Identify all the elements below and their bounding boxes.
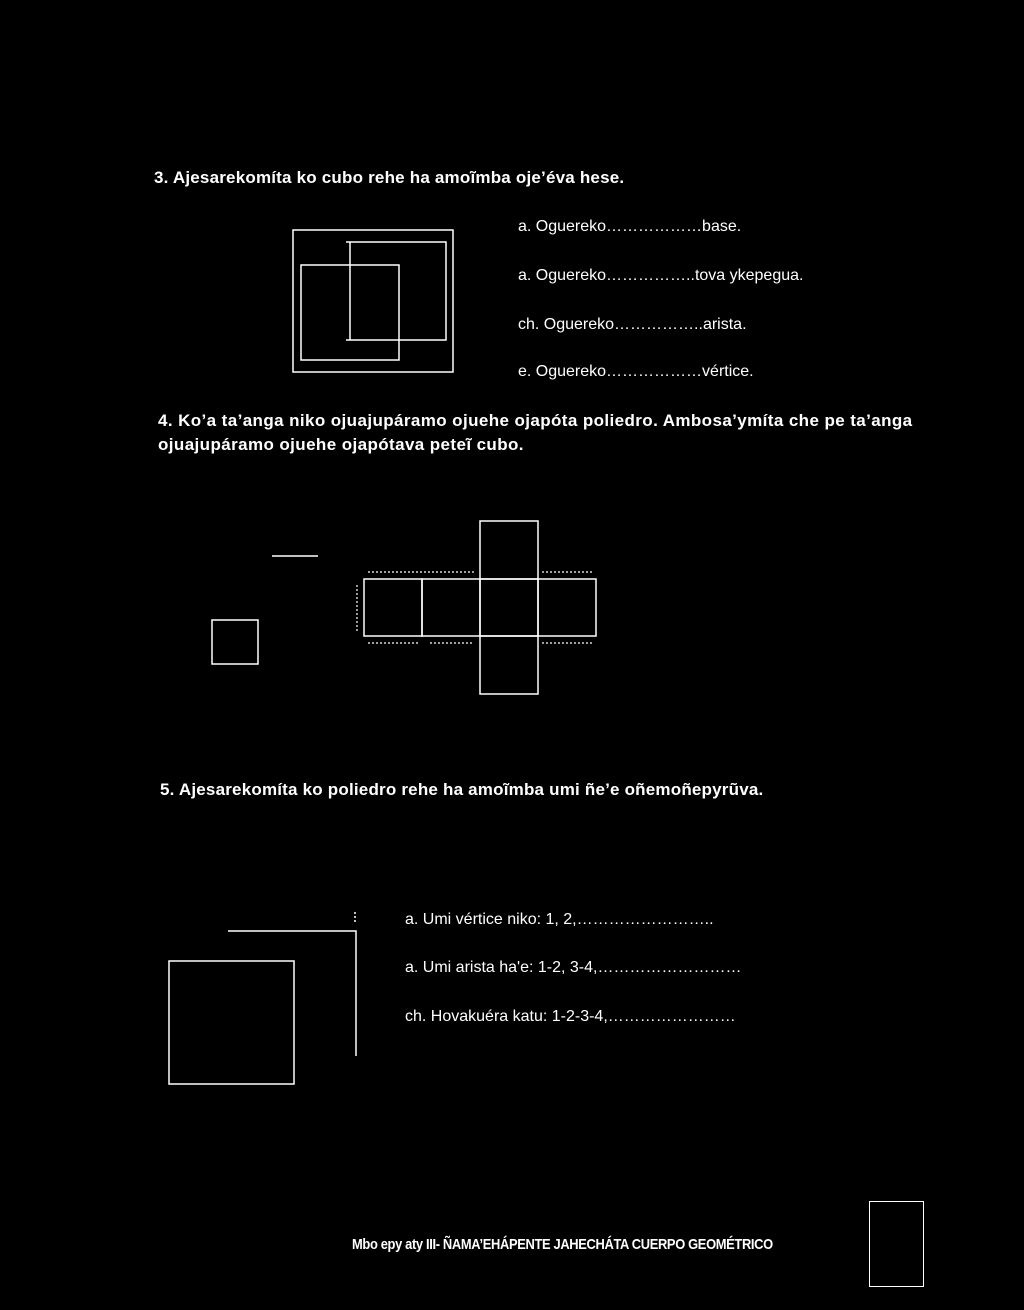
page-number-box — [869, 1201, 924, 1287]
question-4-text: 4. Ko’a ta’anga niko ojuajupáramo ojuehe ojapóta poliedro. Ambosa’ymíta che pe ta’anga ojuajupáramo ojuehe ojapótava peteĩ cubo. — [158, 411, 913, 454]
net-face-3 — [480, 579, 538, 636]
q3-option-vertices: e. Oguereko………………vértice. — [518, 363, 754, 380]
q3-option-edges: ch. Oguereko……………..arista. — [518, 316, 747, 333]
net-lone-square — [212, 620, 258, 664]
net-top-face — [480, 521, 538, 579]
question-3-title: 3. Ajesarekomíta ko cubo rehe ha amoĩmba oje’éva hese. — [154, 168, 625, 187]
q3-option-faces: a. Oguereko……………..tova ykepegua. — [518, 267, 804, 284]
polyhedron-back-edges — [228, 931, 356, 1056]
q5-option-faces: ch. Hovakuéra katu: 1-2-3-4,…………………… — [405, 1008, 736, 1025]
net-face-2 — [422, 579, 480, 636]
q5-option-vertices: a. Umi vértice niko: 1, 2,…………………….. — [405, 911, 714, 928]
net-face-4 — [538, 579, 596, 636]
footer-title: Mbo epy aty III- ÑAMA’EHÁPENTE JAHECHÁTA CUERPO GEOMÉTRICO — [352, 1236, 773, 1253]
cube-front-face — [301, 265, 399, 360]
cube-back-face — [346, 242, 446, 340]
polyhedron-front-face — [169, 961, 294, 1084]
net-face-1 — [364, 579, 422, 636]
cube-frame — [293, 230, 453, 372]
q3-option-base: a. Oguereko………………base. — [518, 218, 742, 235]
question-5-title: 5. Ajesarekomíta ko poliedro rehe ha amoĩmba umi ñe’e oñemoñepyrũva. — [160, 780, 764, 799]
q5-option-edges: a. Umi arista ha'e: 1-2, 3-4,……………………… — [405, 959, 742, 976]
net-bottom-face — [480, 636, 538, 694]
